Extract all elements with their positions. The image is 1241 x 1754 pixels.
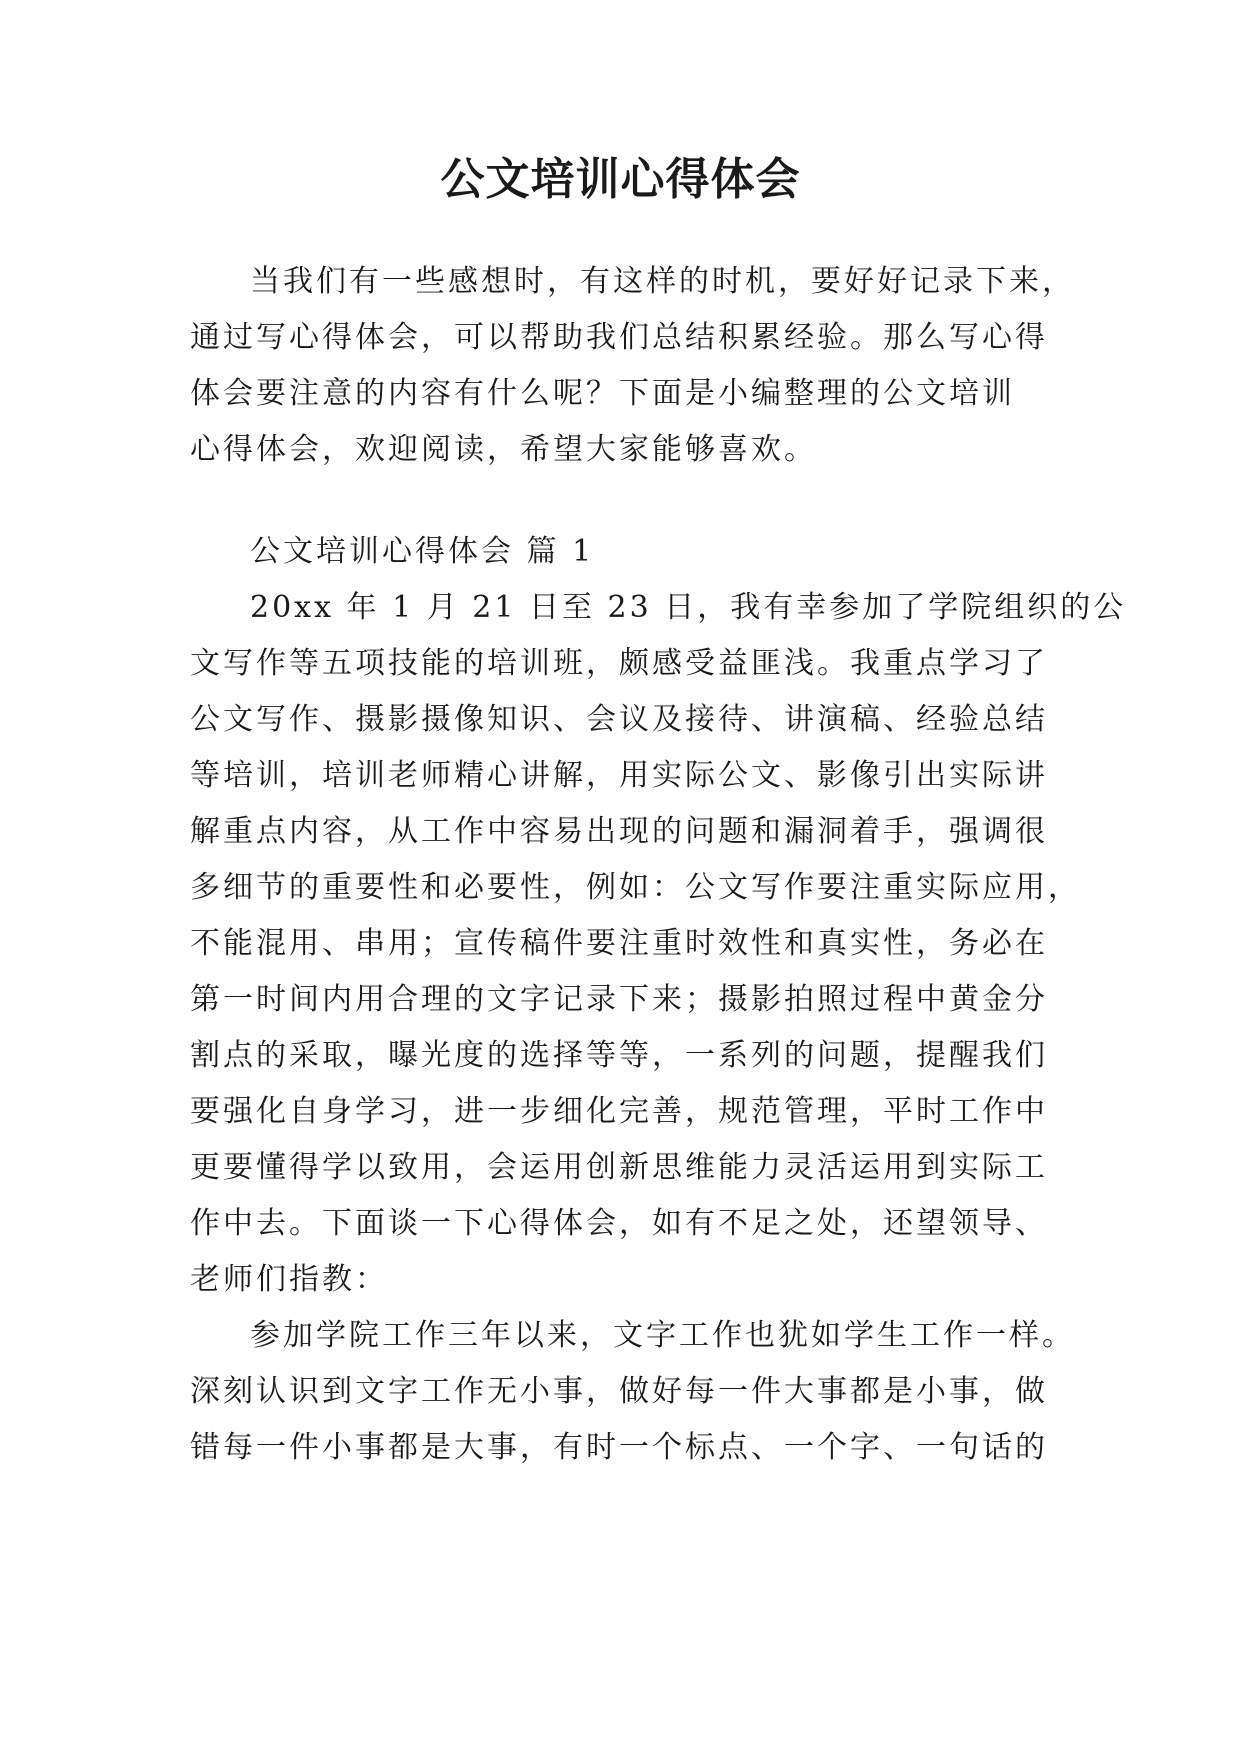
paragraph-line: 割点的采取，曝光度的选择等等，一系列的问题，提醒我们 (190, 1038, 1048, 1073)
paragraph-line: 要强化自身学习，进一步细化完善，规范管理，平时工作中 (190, 1094, 1048, 1129)
paragraph-line: 错每一件小事都是大事，有时一个标点、一个字、一句话的 (190, 1430, 1048, 1465)
intro-line: 体会要注意的内容有什么呢？下面是小编整理的公文培训 (190, 376, 1015, 411)
intro-line: 心得体会，欢迎阅读，希望大家能够喜欢。 (190, 432, 817, 467)
document-title: 公文培训心得体会 (440, 154, 801, 205)
paragraph-line: 第一时间内用合理的文字记录下来；摄影拍照过程中黄金分 (190, 982, 1048, 1017)
paragraph-line: 文写作等五项技能的培训班，颇感受益匪浅。我重点学习了 (190, 646, 1048, 681)
paragraph-line: 20xx 年 1 月 21 日至 23 日，我有幸参加了学院组织的公 (250, 590, 1127, 625)
paragraph-line: 老师们指教： (190, 1262, 388, 1297)
paragraph-line: 等培训，培训老师精心讲解，用实际公文、影像引出实际讲 (190, 758, 1048, 793)
paragraph-line: 作中去。下面谈一下心得体会，如有不足之处，还望领导、 (190, 1206, 1048, 1241)
section-heading: 公文培训心得体会 篇 1 (250, 534, 595, 569)
paragraph-line: 公文写作、摄影摄像知识、会议及接待、讲演稿、经验总结 (190, 702, 1048, 737)
paragraph-line: 参加学院工作三年以来，文字工作也犹如学生工作一样。 (250, 1318, 1075, 1353)
paragraph-line: 深刻认识到文字工作无小事，做好每一件大事都是小事，做 (190, 1374, 1048, 1409)
paragraph-line: 更要懂得学以致用，会运用创新思维能力灵活运用到实际工 (190, 1150, 1048, 1185)
paragraph-line: 解重点内容，从工作中容易出现的问题和漏洞着手，强调很 (190, 814, 1048, 849)
intro-line: 当我们有一些感想时，有这样的时机，要好好记录下来， (250, 264, 1075, 299)
paragraph-line: 不能混用、串用；宣传稿件要注重时效性和真实性，务必在 (190, 926, 1048, 961)
intro-line: 通过写心得体会，可以帮助我们总结积累经验。那么写心得 (190, 320, 1048, 355)
paragraph-line: 多细节的重要性和必要性，例如：公文写作要注重实际应用， (190, 870, 1081, 905)
